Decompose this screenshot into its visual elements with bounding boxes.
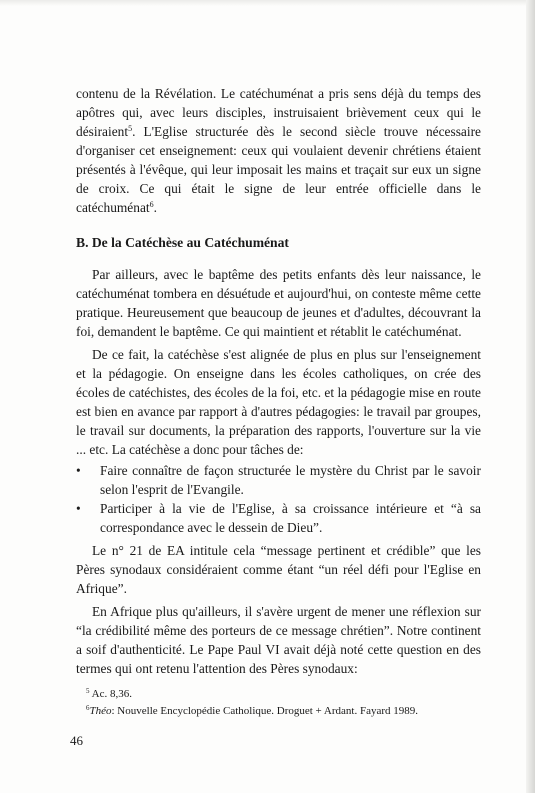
paragraph-ea: Le n° 21 de EA intitule cela “message pertinent et crédible” que les Pères synodaux considéraient comme étant “un réel défi pour l'Eglise en Afrique”. bbox=[76, 543, 481, 596]
paragraph-text: . L'Eglise structurée dès le second siècle trouve nécessaire d'organiser cet enseignement: ceux qui voulaient devenir chrétiens étaient présentés à l'évêque, qui leur imposait les mains et traçait sur eux un signe de croix. Ce qui était le signe de leur entrée officielle dans le catéchuménat bbox=[76, 124, 481, 215]
section-heading: B. De la Catéchèse au Catéchuménat bbox=[76, 235, 289, 250]
paragraph-text: . bbox=[153, 200, 157, 215]
bullet-icon: • bbox=[76, 463, 81, 478]
list-item-text: Faire connaître de façon structurée le mystère du Christ par le savoir selon l'esprit de l'Evangile. bbox=[100, 463, 481, 497]
list-item bbox=[76, 499, 481, 537]
footnote-6 bbox=[76, 703, 481, 720]
footnote-ref-6: 6 bbox=[149, 200, 154, 209]
paragraph-pedagogie: De ce fait, la catéchèse s'est alignée de plus en plus sur l'enseignement et la pédagogie. On enseigne dans les écoles catholiques, on crée des écoles de catéchistes, des écoles de la foi, etc. et la pédagogie mise en route est bien en avance par rapport à d'autres pédagogies: le travail par groupes, le travail sur documents, la préparation des rapports, l'ouverture sur la vie ... etc. La catéchèse a donc pour tâches de: bbox=[76, 347, 481, 457]
paragraph-afrique: En Afrique plus qu'ailleurs, il s'avère urgent de mener une réflexion sur “la crédibilité même des porteurs de ce message chrétien”. Notre continent a soif d'authenticité. Le Pape Paul VI avait déjà noté cette question en des termes qui ont retenu l'attention des Pères synodaux: bbox=[76, 604, 481, 676]
page-binding-shadow bbox=[526, 0, 535, 793]
footnote-5 bbox=[76, 686, 481, 703]
list-item bbox=[76, 461, 481, 499]
footnote-text: Ac. 8,36. bbox=[89, 688, 132, 700]
footnote-mark: 6 bbox=[86, 704, 90, 712]
page-top-edge bbox=[0, 0, 535, 6]
footnote-mark: 5 bbox=[86, 687, 90, 695]
page-number: 46 bbox=[70, 733, 83, 748]
footnote-ref-5: 5 bbox=[128, 124, 133, 133]
list-item-text: Participer à la vie de l'Eglise, à sa croissance intérieure et “à sa correspondance avec le dessein de Dieu”. bbox=[100, 501, 481, 535]
footnote-title: Théo bbox=[89, 705, 112, 717]
body-text bbox=[76, 84, 481, 678]
paragraph-text: contenu de la Révélation. Le catéchuménat a pris sens déjà du temps des apôtres qui, avec leurs disciples, instruisaient brièvement ceux qui le désiraient bbox=[76, 86, 481, 139]
paragraph-revelation bbox=[76, 84, 481, 217]
task-list bbox=[76, 461, 481, 537]
bullet-icon: • bbox=[76, 501, 81, 516]
paragraph-bapteme: Par ailleurs, avec le baptême des petits enfants dès leur naissance, le catéchuménat tombera en désuétude et aujourd'hui, on conteste même cette pratique. Heureusement que beaucoup de jeunes et d'adultes, découvrant la foi, demandent le baptême. Ce qui maintient et rétablit le catéchuménat. bbox=[76, 267, 481, 339]
footnote-text: : Nouvelle Encyclopédie Catholique. Droguet + Ardant. Fayard 1989. bbox=[111, 705, 418, 717]
footnotes bbox=[76, 686, 481, 720]
